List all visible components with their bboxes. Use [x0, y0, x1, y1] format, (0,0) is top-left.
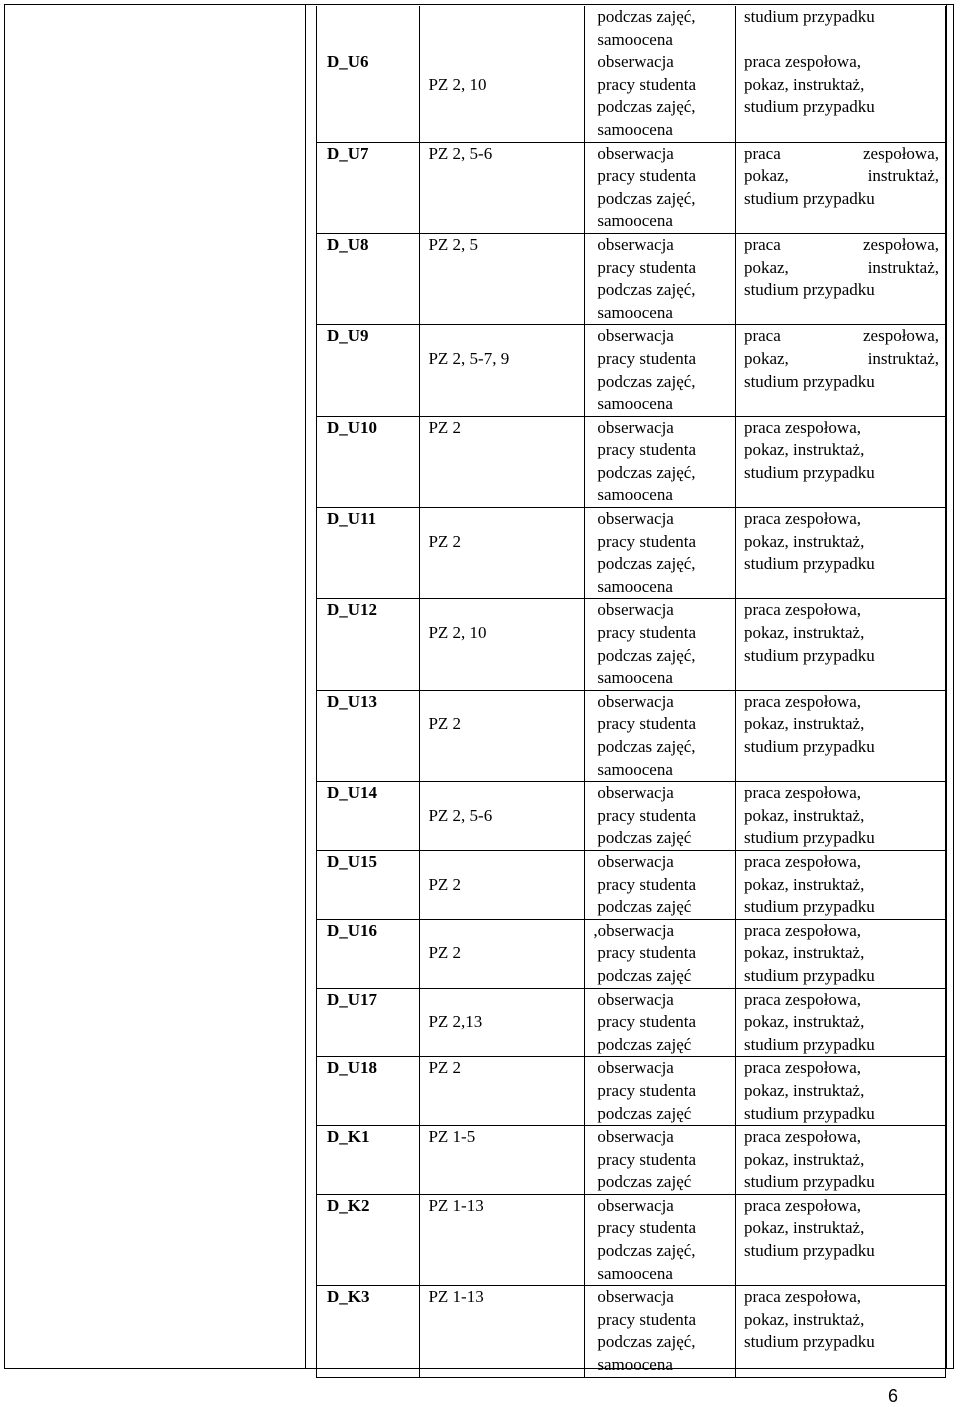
method-line: obserwacja	[597, 851, 674, 871]
form-line: pokaz, instruktaż,	[743, 623, 865, 643]
outcome-code-cell	[317, 1286, 420, 1377]
method-line: podczas zajęć	[597, 1172, 692, 1192]
outcome-code: D_U14	[327, 783, 378, 803]
form-word: praca	[743, 143, 781, 163]
form-line: pokaz, instruktaż,	[743, 531, 865, 551]
method-line: samoocena	[597, 576, 673, 596]
method-line: pracy studenta	[597, 440, 697, 460]
reference-text: PZ 2, 10	[428, 74, 487, 94]
form-line: studium przypadku	[743, 554, 875, 574]
method-line: pracy studenta	[597, 74, 697, 94]
method-line: obserwacja	[597, 326, 674, 346]
teaching-form-cell	[735, 782, 945, 851]
method-line: pracy studenta	[597, 166, 697, 186]
table-row	[317, 599, 946, 690]
form-line: studium przypadku	[743, 97, 875, 117]
reference-text: PZ 2	[428, 874, 462, 894]
form-line: pokaz, instruktaż,	[743, 714, 865, 734]
verification-method-cell	[585, 1286, 736, 1377]
outcome-code: D_U11	[327, 509, 377, 529]
outcome-code-cell	[317, 1126, 420, 1195]
form-line: pokaz, instruktaż,	[743, 1149, 865, 1169]
form-line	[744, 143, 939, 166]
method-line: samoocena	[597, 29, 673, 49]
table-row	[317, 988, 946, 1057]
method-line: obserwacja	[597, 1127, 674, 1147]
form-line: praca zespołowa,	[743, 691, 862, 711]
table-row	[317, 1286, 946, 1377]
table-row	[317, 508, 946, 599]
method-line: obserwacja	[597, 1287, 674, 1307]
verification-method-cell	[585, 1057, 736, 1126]
form-word: instruktaż,	[867, 166, 939, 186]
form-line: pokaz, instruktaż,	[743, 1080, 865, 1100]
outcome-code-cell	[317, 919, 420, 988]
table-row	[317, 1194, 946, 1285]
form-line: studium przypadku	[743, 7, 875, 26]
method-line: podczas zajęć	[597, 897, 692, 917]
method-line: obserwacja	[597, 691, 674, 711]
method-line: obserwacja	[597, 417, 674, 437]
teaching-form-cell	[735, 233, 945, 324]
verification-method-cell	[585, 988, 736, 1057]
form-line: studium przypadku	[743, 280, 875, 300]
outcome-code-cell	[317, 1194, 420, 1285]
method-line: samoocena	[597, 485, 673, 505]
table-row	[317, 142, 946, 233]
outcome-code-cell	[317, 142, 420, 233]
verification-method-cell	[585, 919, 736, 988]
outcome-code: D_U7	[327, 143, 369, 163]
right-margin-column	[946, 4, 954, 1369]
form-line: praca zespołowa,	[743, 920, 862, 940]
form-line: praca zespołowa,	[743, 417, 862, 437]
teaching-form-cell	[735, 599, 945, 690]
method-line: samoocena	[597, 394, 673, 414]
method-line: samoocena	[597, 211, 673, 231]
form-line: studium przypadku	[743, 1172, 875, 1192]
method-line: podczas zajęć,	[597, 554, 696, 574]
method-line: pracy studenta	[597, 531, 697, 551]
teaching-form-cell	[735, 1126, 945, 1195]
outcome-code: D_K2	[327, 1195, 370, 1215]
verification-method-cell	[585, 325, 736, 416]
method-line: obserwacja	[597, 52, 674, 72]
outcome-code-cell	[317, 988, 420, 1057]
method-line: pracy studenta	[597, 943, 697, 963]
method-line: samoocena	[597, 1263, 673, 1283]
outcome-code: D_K3	[327, 1287, 370, 1307]
outcome-code-cell	[317, 325, 420, 416]
method-line: pracy studenta	[597, 1309, 697, 1329]
reference-cell	[420, 6, 585, 142]
outcome-code: D_U15	[327, 851, 378, 871]
method-line: pracy studenta	[597, 348, 697, 368]
form-word: zespołowa,	[862, 326, 939, 346]
form-line: studium przypadku	[743, 1103, 875, 1123]
form-line: studium przypadku	[743, 965, 875, 985]
form-line: pokaz, instruktaż,	[743, 1309, 865, 1329]
method-line: podczas zajęć,	[597, 1332, 696, 1352]
method-line: podczas zajęć,	[597, 7, 696, 26]
method-line: podczas zajęć,	[597, 462, 696, 482]
outcome-code: D_K1	[327, 1127, 370, 1147]
teaching-form-cell	[735, 1194, 945, 1285]
outcome-code-cell	[317, 850, 420, 919]
outcome-code-cell	[317, 6, 420, 142]
form-line: studium przypadku	[743, 737, 875, 756]
form-word: instruktaż,	[867, 257, 939, 277]
teaching-form-cell	[735, 850, 945, 919]
method-line: pracy studenta	[597, 714, 697, 734]
form-line: pokaz, instruktaż,	[743, 1012, 865, 1032]
method-line: samoocena	[597, 119, 673, 139]
teaching-form-cell	[735, 988, 945, 1057]
outcome-code-cell	[317, 416, 420, 507]
method-line: podczas zajęć,	[597, 645, 696, 665]
form-word: instruktaż,	[867, 348, 939, 368]
teaching-form-cell	[735, 1286, 945, 1377]
verification-method-cell	[585, 690, 736, 781]
method-line: podczas zajęć,	[597, 280, 696, 300]
reference-text: PZ 2	[428, 531, 462, 551]
method-line: podczas zajęć,	[597, 1241, 696, 1261]
form-line: pokaz, instruktaż,	[743, 74, 865, 94]
method-line: pracy studenta	[597, 623, 697, 643]
method-line: samoocena	[597, 1355, 673, 1375]
form-word: zespołowa,	[862, 143, 939, 163]
reference-cell	[420, 1194, 585, 1285]
form-line	[744, 348, 939, 371]
table-row	[317, 233, 946, 324]
verification-method-cell	[585, 508, 736, 599]
form-line: pokaz, instruktaż,	[743, 943, 865, 963]
reference-text: PZ 2	[428, 714, 462, 734]
outcome-code: D_U18	[327, 1058, 378, 1078]
reference-text: PZ 2, 5-7, 9	[428, 348, 510, 368]
form-line: studium przypadku	[743, 462, 875, 482]
outcome-code-cell	[317, 690, 420, 781]
reference-text: PZ 2, 5	[428, 234, 479, 254]
method-line: podczas zajęć,	[597, 371, 696, 391]
table-row	[317, 690, 946, 781]
table-row	[317, 416, 946, 507]
table-body	[317, 6, 946, 1377]
table-row	[317, 782, 946, 851]
method-line: pracy studenta	[597, 874, 697, 894]
method-line: podczas zajęć,	[597, 97, 696, 117]
form-word: pokaz,	[743, 257, 789, 277]
verification-method-cell	[585, 416, 736, 507]
form-line	[744, 165, 939, 188]
verification-method-cell	[585, 850, 736, 919]
outcome-code-cell	[317, 599, 420, 690]
outcome-code: D_U16	[327, 920, 378, 940]
table-row	[317, 850, 946, 919]
reference-cell	[420, 508, 585, 599]
method-line: samoocena	[597, 759, 673, 779]
verification-method-cell	[585, 142, 736, 233]
reference-cell	[420, 988, 585, 1057]
method-line: samoocena	[597, 668, 673, 688]
form-line: studium przypadku	[743, 828, 875, 848]
reference-cell	[420, 599, 585, 690]
verification-method-cell	[585, 1126, 736, 1195]
form-line: studium przypadku	[743, 1332, 875, 1352]
form-line: pokaz, instruktaż,	[743, 874, 865, 894]
reference-text: PZ 2	[428, 1058, 462, 1078]
outcome-code: D_U12	[327, 600, 378, 620]
method-line: obserwacja	[597, 989, 674, 1009]
form-line: pokaz, instruktaż,	[743, 805, 865, 825]
reference-text: PZ 2, 10	[428, 623, 487, 643]
reference-cell	[420, 142, 585, 233]
form-line: praca zespołowa,	[743, 1195, 862, 1215]
outcome-code: D_U6	[327, 52, 369, 71]
method-line: pracy studenta	[597, 805, 697, 825]
outcome-code: D_U10	[327, 417, 378, 437]
verification-method-cell	[585, 599, 736, 690]
learning-outcomes-table	[316, 6, 946, 1378]
outcome-code-cell	[317, 508, 420, 599]
teaching-form-cell	[735, 690, 945, 781]
form-line: praca zespołowa,	[743, 1058, 862, 1078]
form-word: pokaz,	[743, 348, 789, 368]
outcome-code: D_U13	[327, 691, 378, 711]
table-row	[317, 919, 946, 988]
reference-text: PZ 1-13	[428, 1287, 484, 1307]
table-row	[317, 325, 946, 416]
reference-cell	[420, 1286, 585, 1377]
verification-method-cell	[585, 782, 736, 851]
method-line: obserwacja	[597, 509, 674, 529]
reference-text: PZ 1-5	[428, 1127, 476, 1147]
reference-cell	[420, 690, 585, 781]
verification-method-cell	[585, 233, 736, 324]
table-row	[317, 1057, 946, 1126]
method-line: pracy studenta	[597, 257, 697, 277]
reference-cell	[420, 1126, 585, 1195]
method-line: podczas zajęć,	[597, 188, 696, 208]
teaching-form-cell	[735, 508, 945, 599]
form-line: praca zespołowa,	[743, 851, 862, 871]
reference-cell	[420, 850, 585, 919]
form-line	[744, 325, 939, 348]
form-line: praca zespołowa,	[743, 989, 862, 1009]
verification-method-cell	[585, 6, 736, 142]
left-margin-column	[4, 4, 306, 1369]
method-line: pracy studenta	[597, 1149, 697, 1169]
reference-text: PZ 1-13	[428, 1195, 484, 1215]
method-line: podczas zajęć,	[597, 737, 696, 756]
method-line: obserwacja	[597, 1058, 674, 1078]
outcome-code: D_U17	[327, 989, 378, 1009]
outcome-code-cell	[317, 233, 420, 324]
form-word: praca	[743, 234, 781, 254]
form-line: studium przypadku	[743, 645, 875, 665]
outcome-code: D_U9	[327, 326, 369, 346]
form-line: praca zespołowa,	[743, 1287, 862, 1307]
method-line: obserwacja	[597, 783, 674, 803]
reference-text: PZ 2	[428, 417, 462, 437]
reference-text: PZ 2,13	[428, 1012, 483, 1032]
teaching-form-cell	[735, 325, 945, 416]
form-line	[744, 29, 939, 52]
form-line: pokaz, instruktaż,	[743, 440, 865, 460]
verification-method-cell	[585, 1194, 736, 1285]
reference-cell	[420, 1057, 585, 1126]
reference-text: PZ 2	[428, 943, 462, 963]
method-line: obserwacja	[597, 143, 674, 163]
form-line: studium przypadku	[743, 1034, 875, 1054]
teaching-form-cell	[735, 6, 945, 142]
method-line: podczas zajęć	[597, 965, 692, 985]
form-line: praca zespołowa,	[743, 783, 862, 803]
method-line: ,obserwacja	[593, 920, 675, 940]
reference-text: PZ 2, 5-6	[428, 143, 493, 163]
form-line: studium przypadku	[743, 371, 875, 391]
table-row	[317, 1126, 946, 1195]
form-line: studium przypadku	[743, 897, 875, 917]
page-number: 6	[888, 1386, 899, 1406]
form-line: praca zespołowa,	[743, 1127, 862, 1147]
form-word: praca	[743, 326, 781, 346]
form-word: zespołowa,	[862, 234, 939, 254]
reference-cell	[420, 782, 585, 851]
form-line	[744, 257, 939, 280]
method-line: obserwacja	[597, 1195, 674, 1215]
method-line: podczas zajęć	[597, 828, 692, 848]
method-line: podczas zajęć	[597, 1103, 692, 1123]
teaching-form-cell	[735, 1057, 945, 1126]
outcome-code-cell	[317, 1057, 420, 1126]
method-line: podczas zajęć	[597, 1034, 692, 1054]
form-line	[744, 234, 939, 257]
form-line: praca zespołowa,	[743, 600, 862, 620]
form-line: studium przypadku	[743, 1241, 875, 1261]
method-line: obserwacja	[597, 234, 674, 254]
outcome-code: D_U8	[327, 234, 369, 254]
reference-cell	[420, 416, 585, 507]
method-line: obserwacja	[597, 600, 674, 620]
teaching-form-cell	[735, 142, 945, 233]
form-line: pokaz, instruktaż,	[743, 1218, 865, 1238]
teaching-form-cell	[735, 919, 945, 988]
outcome-code-cell	[317, 782, 420, 851]
form-line: studium przypadku	[743, 188, 875, 208]
method-line: pracy studenta	[597, 1080, 697, 1100]
method-line: samoocena	[597, 302, 673, 322]
reference-cell	[420, 325, 585, 416]
form-line: praca zespołowa,	[743, 52, 862, 72]
teaching-form-cell	[735, 416, 945, 507]
reference-cell	[420, 919, 585, 988]
reference-cell	[420, 233, 585, 324]
form-word: pokaz,	[743, 166, 789, 186]
method-line: pracy studenta	[597, 1012, 697, 1032]
form-line: praca zespołowa,	[743, 509, 862, 529]
table-row	[317, 6, 946, 142]
method-line: pracy studenta	[597, 1218, 697, 1238]
reference-text: PZ 2, 5-6	[428, 805, 493, 825]
